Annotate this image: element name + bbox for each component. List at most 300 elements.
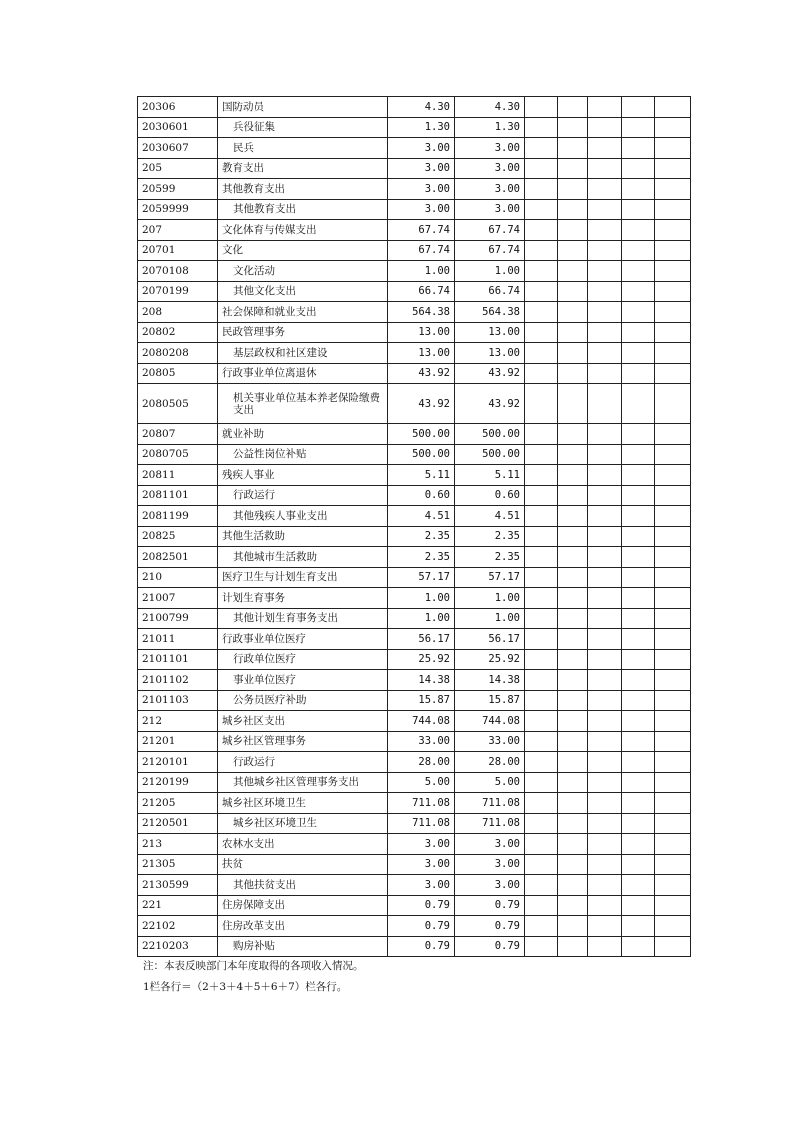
empty-cell: [525, 506, 558, 527]
row-col2: 13.00: [455, 343, 525, 364]
empty-cell: [655, 444, 691, 465]
table-row: [138, 670, 691, 691]
empty-cell: [655, 608, 691, 629]
row-total: 3.00: [388, 158, 455, 179]
table-row: [138, 588, 691, 609]
row-code: 21201: [138, 731, 218, 752]
empty-cell: [655, 813, 691, 834]
empty-cell: [558, 444, 588, 465]
empty-cell: [558, 834, 588, 855]
row-code: 21011: [138, 629, 218, 650]
row-total: 500.00: [388, 444, 455, 465]
table-row: [138, 813, 691, 834]
table-row: [138, 261, 691, 282]
row-name: 社会保障和就业支出: [218, 302, 388, 323]
empty-cell: [622, 179, 655, 200]
empty-cell: [622, 363, 655, 384]
table-row: [138, 608, 691, 629]
row-name: 其他教育支出: [218, 179, 388, 200]
table-row: [138, 465, 691, 486]
empty-cell: [655, 117, 691, 138]
empty-cell: [525, 97, 558, 118]
row-name: 扶贫: [218, 854, 388, 875]
budget-income-table: [137, 96, 691, 957]
row-total: 3.00: [388, 875, 455, 896]
empty-cell: [655, 690, 691, 711]
empty-cell: [525, 117, 558, 138]
empty-cell: [622, 895, 655, 916]
row-total: 5.00: [388, 772, 455, 793]
row-name: 医疗卫生与计划生育支出: [218, 567, 388, 588]
table-row: [138, 302, 691, 323]
table-row: [138, 936, 691, 957]
row-col2: 43.92: [455, 384, 525, 424]
table-row: [138, 179, 691, 200]
empty-cell: [588, 281, 622, 302]
empty-cell: [588, 117, 622, 138]
row-total: 5.11: [388, 465, 455, 486]
empty-cell: [525, 752, 558, 773]
row-name: 行政事业单位医疗: [218, 629, 388, 650]
row-col2: 5.11: [455, 465, 525, 486]
empty-cell: [588, 261, 622, 282]
row-col2: 500.00: [455, 424, 525, 445]
empty-cell: [558, 649, 588, 670]
row-total: 4.51: [388, 506, 455, 527]
empty-cell: [525, 485, 558, 506]
table-row: [138, 690, 691, 711]
row-code: 20599: [138, 179, 218, 200]
row-total: 711.08: [388, 793, 455, 814]
empty-cell: [525, 854, 558, 875]
row-total: 1.30: [388, 117, 455, 138]
empty-cell: [655, 916, 691, 937]
empty-cell: [525, 220, 558, 241]
row-code: 2130599: [138, 875, 218, 896]
empty-cell: [622, 322, 655, 343]
row-col2: 66.74: [455, 281, 525, 302]
row-name: 城乡社区环境卫生: [218, 813, 388, 834]
empty-cell: [622, 690, 655, 711]
row-code: 2059999: [138, 199, 218, 220]
empty-cell: [588, 916, 622, 937]
empty-cell: [655, 97, 691, 118]
empty-cell: [525, 629, 558, 650]
empty-cell: [558, 158, 588, 179]
row-total: 2.35: [388, 526, 455, 547]
row-col2: 0.79: [455, 936, 525, 957]
empty-cell: [558, 506, 588, 527]
empty-cell: [655, 322, 691, 343]
empty-cell: [558, 772, 588, 793]
row-name: 其他生活救助: [218, 526, 388, 547]
row-total: 43.92: [388, 384, 455, 424]
table-row: [138, 281, 691, 302]
empty-cell: [588, 240, 622, 261]
empty-cell: [622, 281, 655, 302]
empty-cell: [655, 199, 691, 220]
row-total: 33.00: [388, 731, 455, 752]
empty-cell: [588, 424, 622, 445]
empty-cell: [655, 875, 691, 896]
row-col2: 4.30: [455, 97, 525, 118]
row-name: 文化活动: [218, 261, 388, 282]
table-row: [138, 567, 691, 588]
empty-cell: [622, 936, 655, 957]
empty-cell: [525, 158, 558, 179]
table-body: [138, 97, 691, 957]
row-code: 21305: [138, 854, 218, 875]
empty-cell: [622, 302, 655, 323]
row-code: 2100799: [138, 608, 218, 629]
empty-cell: [622, 711, 655, 732]
row-code: 207: [138, 220, 218, 241]
row-name: 残疾人事业: [218, 465, 388, 486]
empty-cell: [558, 199, 588, 220]
empty-cell: [655, 424, 691, 445]
row-name: 行政单位医疗: [218, 649, 388, 670]
row-code: 221: [138, 895, 218, 916]
table-row: [138, 711, 691, 732]
empty-cell: [588, 199, 622, 220]
row-name: 兵役征集: [218, 117, 388, 138]
empty-cell: [622, 567, 655, 588]
row-name: 行政运行: [218, 485, 388, 506]
empty-cell: [588, 444, 622, 465]
empty-cell: [525, 936, 558, 957]
row-col2: 3.00: [455, 158, 525, 179]
row-col2: 4.51: [455, 506, 525, 527]
empty-cell: [525, 199, 558, 220]
empty-cell: [525, 895, 558, 916]
empty-cell: [558, 752, 588, 773]
empty-cell: [622, 854, 655, 875]
table-row: [138, 547, 691, 568]
row-col2: 33.00: [455, 731, 525, 752]
row-col2: 1.00: [455, 608, 525, 629]
empty-cell: [588, 711, 622, 732]
note-line-2: 1栏各行＝（2＋3＋4＋5＋6＋7）栏各行。: [143, 981, 348, 993]
empty-cell: [558, 690, 588, 711]
empty-cell: [622, 424, 655, 445]
row-name: 农林水支出: [218, 834, 388, 855]
row-col2: 0.79: [455, 895, 525, 916]
empty-cell: [588, 302, 622, 323]
row-col2: 56.17: [455, 629, 525, 650]
table-row: [138, 506, 691, 527]
empty-cell: [655, 588, 691, 609]
table-row: [138, 199, 691, 220]
row-code: 2082501: [138, 547, 218, 568]
empty-cell: [525, 384, 558, 424]
empty-cell: [525, 261, 558, 282]
row-total: 500.00: [388, 424, 455, 445]
empty-cell: [655, 158, 691, 179]
empty-cell: [558, 261, 588, 282]
empty-cell: [525, 465, 558, 486]
row-code: 2120199: [138, 772, 218, 793]
empty-cell: [558, 240, 588, 261]
empty-cell: [588, 343, 622, 364]
row-code: 2070199: [138, 281, 218, 302]
row-code: 212: [138, 711, 218, 732]
empty-cell: [622, 261, 655, 282]
table-row: [138, 97, 691, 118]
empty-cell: [525, 138, 558, 159]
empty-cell: [655, 220, 691, 241]
row-code: 2080705: [138, 444, 218, 465]
row-total: 3.00: [388, 199, 455, 220]
empty-cell: [525, 322, 558, 343]
row-code: 2101101: [138, 649, 218, 670]
empty-cell: [655, 465, 691, 486]
row-total: 15.87: [388, 690, 455, 711]
empty-cell: [558, 138, 588, 159]
empty-cell: [622, 670, 655, 691]
table-row: [138, 895, 691, 916]
row-code: 22102: [138, 916, 218, 937]
row-total: 13.00: [388, 322, 455, 343]
empty-cell: [558, 117, 588, 138]
row-col2: 5.00: [455, 772, 525, 793]
row-col2: 0.79: [455, 916, 525, 937]
row-total: 711.08: [388, 813, 455, 834]
row-col2: 43.92: [455, 363, 525, 384]
empty-cell: [588, 895, 622, 916]
empty-cell: [655, 752, 691, 773]
empty-cell: [558, 813, 588, 834]
table-row: [138, 629, 691, 650]
row-name: 其他城市生活救助: [218, 547, 388, 568]
empty-cell: [622, 608, 655, 629]
empty-cell: [558, 629, 588, 650]
table-row: [138, 731, 691, 752]
row-col2: 15.87: [455, 690, 525, 711]
empty-cell: [655, 854, 691, 875]
empty-cell: [558, 97, 588, 118]
empty-cell: [588, 465, 622, 486]
row-col2: 711.08: [455, 793, 525, 814]
empty-cell: [525, 588, 558, 609]
row-total: 67.74: [388, 220, 455, 241]
row-total: 14.38: [388, 670, 455, 691]
table-notes: [143, 956, 364, 998]
empty-cell: [655, 670, 691, 691]
row-total: 67.74: [388, 240, 455, 261]
empty-cell: [558, 711, 588, 732]
row-code: 21007: [138, 588, 218, 609]
table-row: [138, 834, 691, 855]
row-name: 文化: [218, 240, 388, 261]
empty-cell: [622, 772, 655, 793]
row-code: 20825: [138, 526, 218, 547]
empty-cell: [622, 485, 655, 506]
empty-cell: [588, 506, 622, 527]
empty-cell: [525, 547, 558, 568]
empty-cell: [622, 588, 655, 609]
row-name: 其他扶贫支出: [218, 875, 388, 896]
row-total: 2.35: [388, 547, 455, 568]
table-row: [138, 772, 691, 793]
row-name: 其他教育支出: [218, 199, 388, 220]
row-name: 其他城乡社区管理事务支出: [218, 772, 388, 793]
empty-cell: [525, 567, 558, 588]
row-name: 基层政权和社区建设: [218, 343, 388, 364]
empty-cell: [655, 936, 691, 957]
empty-cell: [622, 916, 655, 937]
row-name: 其他文化支出: [218, 281, 388, 302]
empty-cell: [655, 567, 691, 588]
empty-cell: [622, 629, 655, 650]
empty-cell: [558, 424, 588, 445]
empty-cell: [655, 138, 691, 159]
table-row: [138, 117, 691, 138]
empty-cell: [525, 179, 558, 200]
empty-cell: [622, 465, 655, 486]
row-col2: 67.74: [455, 220, 525, 241]
row-total: 564.38: [388, 302, 455, 323]
empty-cell: [655, 731, 691, 752]
table-row: [138, 138, 691, 159]
row-code: 210: [138, 567, 218, 588]
empty-cell: [558, 547, 588, 568]
row-code: 20805: [138, 363, 218, 384]
empty-cell: [655, 629, 691, 650]
empty-cell: [558, 936, 588, 957]
empty-cell: [588, 588, 622, 609]
empty-cell: [588, 629, 622, 650]
row-code: 21205: [138, 793, 218, 814]
row-name: 购房补贴: [218, 936, 388, 957]
empty-cell: [622, 506, 655, 527]
row-total: 0.79: [388, 936, 455, 957]
row-total: 28.00: [388, 752, 455, 773]
empty-cell: [525, 240, 558, 261]
empty-cell: [558, 220, 588, 241]
note-line-1: 注：本表反映部门本年度取得的各项收入情况。: [143, 960, 364, 972]
table-row: [138, 793, 691, 814]
empty-cell: [655, 240, 691, 261]
row-total: 43.92: [388, 363, 455, 384]
table-row: [138, 384, 691, 424]
row-col2: 500.00: [455, 444, 525, 465]
empty-cell: [622, 343, 655, 364]
row-col2: 1.30: [455, 117, 525, 138]
empty-cell: [655, 281, 691, 302]
row-col2: 3.00: [455, 854, 525, 875]
row-name: 住房改革支出: [218, 916, 388, 937]
empty-cell: [525, 281, 558, 302]
empty-cell: [622, 731, 655, 752]
row-total: 0.60: [388, 485, 455, 506]
row-col2: 25.92: [455, 649, 525, 670]
empty-cell: [558, 302, 588, 323]
empty-cell: [655, 179, 691, 200]
empty-cell: [655, 772, 691, 793]
row-total: 3.00: [388, 854, 455, 875]
empty-cell: [655, 302, 691, 323]
row-total: 1.00: [388, 588, 455, 609]
empty-cell: [558, 895, 588, 916]
row-name: 行政事业单位离退休: [218, 363, 388, 384]
row-name: 就业补助: [218, 424, 388, 445]
table-row: [138, 875, 691, 896]
row-total: 1.00: [388, 261, 455, 282]
empty-cell: [655, 363, 691, 384]
empty-cell: [588, 670, 622, 691]
row-col2: 28.00: [455, 752, 525, 773]
empty-cell: [525, 363, 558, 384]
empty-cell: [622, 199, 655, 220]
row-total: 56.17: [388, 629, 455, 650]
row-col2: 564.38: [455, 302, 525, 323]
empty-cell: [525, 731, 558, 752]
row-col2: 67.74: [455, 240, 525, 261]
row-total: 0.79: [388, 895, 455, 916]
table-row: [138, 444, 691, 465]
empty-cell: [622, 444, 655, 465]
row-name: 其他残疾人事业支出: [218, 506, 388, 527]
row-total: 744.08: [388, 711, 455, 732]
empty-cell: [588, 384, 622, 424]
empty-cell: [588, 97, 622, 118]
row-code: 2210203: [138, 936, 218, 957]
empty-cell: [588, 363, 622, 384]
row-total: 3.00: [388, 179, 455, 200]
empty-cell: [622, 240, 655, 261]
empty-cell: [525, 424, 558, 445]
empty-cell: [558, 343, 588, 364]
empty-cell: [622, 547, 655, 568]
empty-cell: [588, 813, 622, 834]
row-col2: 3.00: [455, 834, 525, 855]
row-code: 2030601: [138, 117, 218, 138]
table-row: [138, 424, 691, 445]
table-row: [138, 752, 691, 773]
empty-cell: [588, 854, 622, 875]
empty-cell: [558, 670, 588, 691]
row-name: 民政管理事务: [218, 322, 388, 343]
row-col2: 2.35: [455, 547, 525, 568]
empty-cell: [525, 916, 558, 937]
empty-cell: [622, 793, 655, 814]
empty-cell: [655, 895, 691, 916]
row-total: 3.00: [388, 834, 455, 855]
row-code: 20701: [138, 240, 218, 261]
empty-cell: [525, 711, 558, 732]
row-col2: 3.00: [455, 138, 525, 159]
empty-cell: [655, 485, 691, 506]
row-name: 教育支出: [218, 158, 388, 179]
empty-cell: [525, 690, 558, 711]
row-code: 2081101: [138, 485, 218, 506]
row-code: 2081199: [138, 506, 218, 527]
row-col2: 1.00: [455, 261, 525, 282]
empty-cell: [588, 752, 622, 773]
empty-cell: [588, 608, 622, 629]
empty-cell: [622, 97, 655, 118]
row-col2: 3.00: [455, 875, 525, 896]
empty-cell: [558, 384, 588, 424]
row-code: 20306: [138, 97, 218, 118]
row-total: 25.92: [388, 649, 455, 670]
empty-cell: [525, 608, 558, 629]
empty-cell: [655, 834, 691, 855]
empty-cell: [622, 875, 655, 896]
empty-cell: [558, 854, 588, 875]
row-code: 2101103: [138, 690, 218, 711]
row-total: 3.00: [388, 138, 455, 159]
